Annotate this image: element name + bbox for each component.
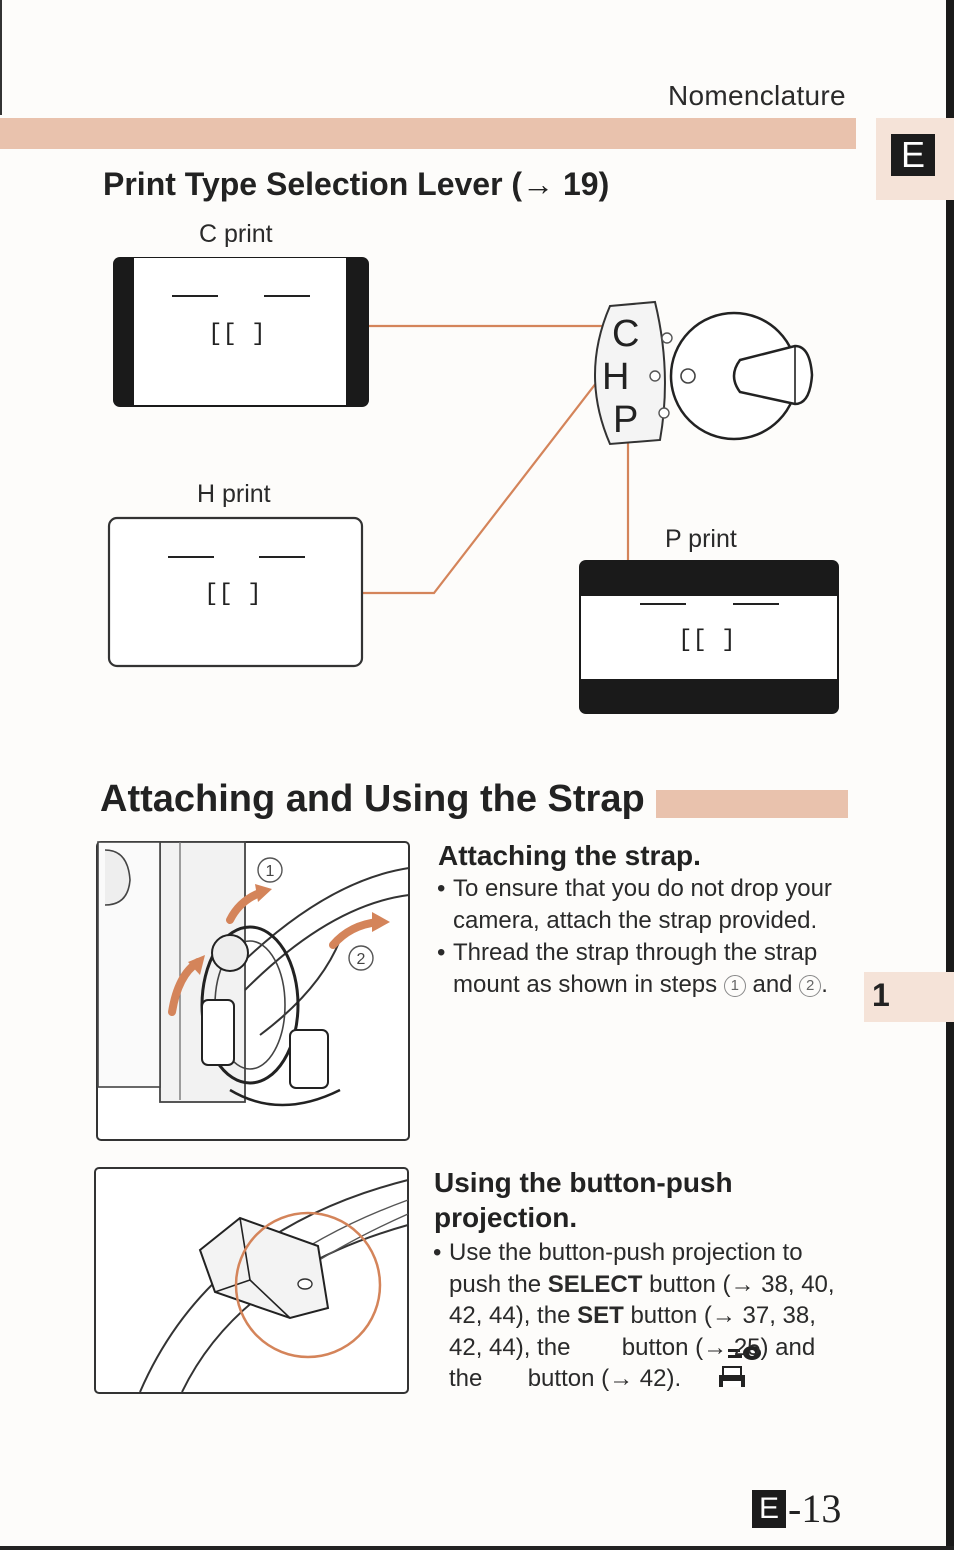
strap-attach-illustration	[97, 842, 409, 1140]
language-badge: E	[891, 134, 935, 176]
button-text-5: button (→ 42).	[521, 1365, 682, 1392]
p-print-label: P print	[665, 525, 737, 553]
strap-section-heading: Attaching and Using the Strap	[100, 778, 645, 820]
attach-bullet-1	[437, 873, 837, 937]
button-text-1: Use the button-push projection to push the	[449, 1239, 803, 1298]
figure-step-1: 1	[265, 863, 275, 880]
page-number-text: -13	[788, 1486, 842, 1531]
section-title: Nomenclature	[668, 80, 846, 111]
button-text-2: button (→ 38, 40, 42, 44), the	[449, 1270, 835, 1329]
select-button-label: SELECT	[547, 1270, 643, 1298]
c-viewfinder-mark: [[ ]	[208, 321, 266, 348]
leader-line-h	[362, 378, 600, 593]
p-viewfinder-mark: [[ ]	[678, 627, 736, 654]
dial-letter-h: H	[602, 356, 630, 398]
strap-heading-band	[656, 790, 848, 818]
attach-bullet-2-text: Thread the strap through the strap mount as shown in steps	[453, 939, 818, 998]
p-print-frame	[579, 560, 839, 714]
attach-end-text: .	[821, 971, 828, 998]
attach-heading: Attaching the strap.	[438, 840, 701, 871]
page-badge: E	[752, 1490, 786, 1528]
button-push-instructions	[433, 1237, 853, 1395]
page-number	[752, 1485, 841, 1532]
c-print-label: C print	[199, 220, 273, 248]
h-print-frame	[109, 518, 362, 666]
set-button-label: SET	[577, 1302, 624, 1329]
leader-lines	[362, 326, 628, 593]
h-viewfinder-mark: [[ ]	[204, 581, 262, 608]
chapter-number: 1	[872, 977, 890, 1013]
c-print-frame	[113, 257, 369, 407]
attach-instructions	[437, 873, 837, 1001]
attach-bullet-1-text: To ensure that you do not drop your camera, attach the strap provided.	[453, 875, 832, 934]
button-text-3: button (→ 37, 38, 42, 44), the	[449, 1302, 816, 1361]
dial-letter-c: C	[612, 313, 640, 355]
step-1-marker: 1	[724, 975, 746, 997]
h-print-label: H print	[197, 480, 271, 508]
step-2-marker: 2	[799, 975, 821, 997]
attach-and-text: and	[745, 971, 800, 998]
lever-heading: Print Type Selection Lever (→ 19)	[103, 166, 610, 202]
dial-letter-p: P	[613, 399, 639, 441]
button-push-illustration	[95, 1168, 408, 1393]
lever-dial	[595, 302, 812, 444]
figure-step-2: 2	[356, 951, 366, 968]
attach-bullet-2	[437, 937, 837, 1001]
button-push-bullet	[433, 1237, 853, 1395]
button-text-4: button (→ 25) and the	[449, 1333, 816, 1392]
button-push-heading: Using the button-push projection.	[434, 1167, 733, 1233]
